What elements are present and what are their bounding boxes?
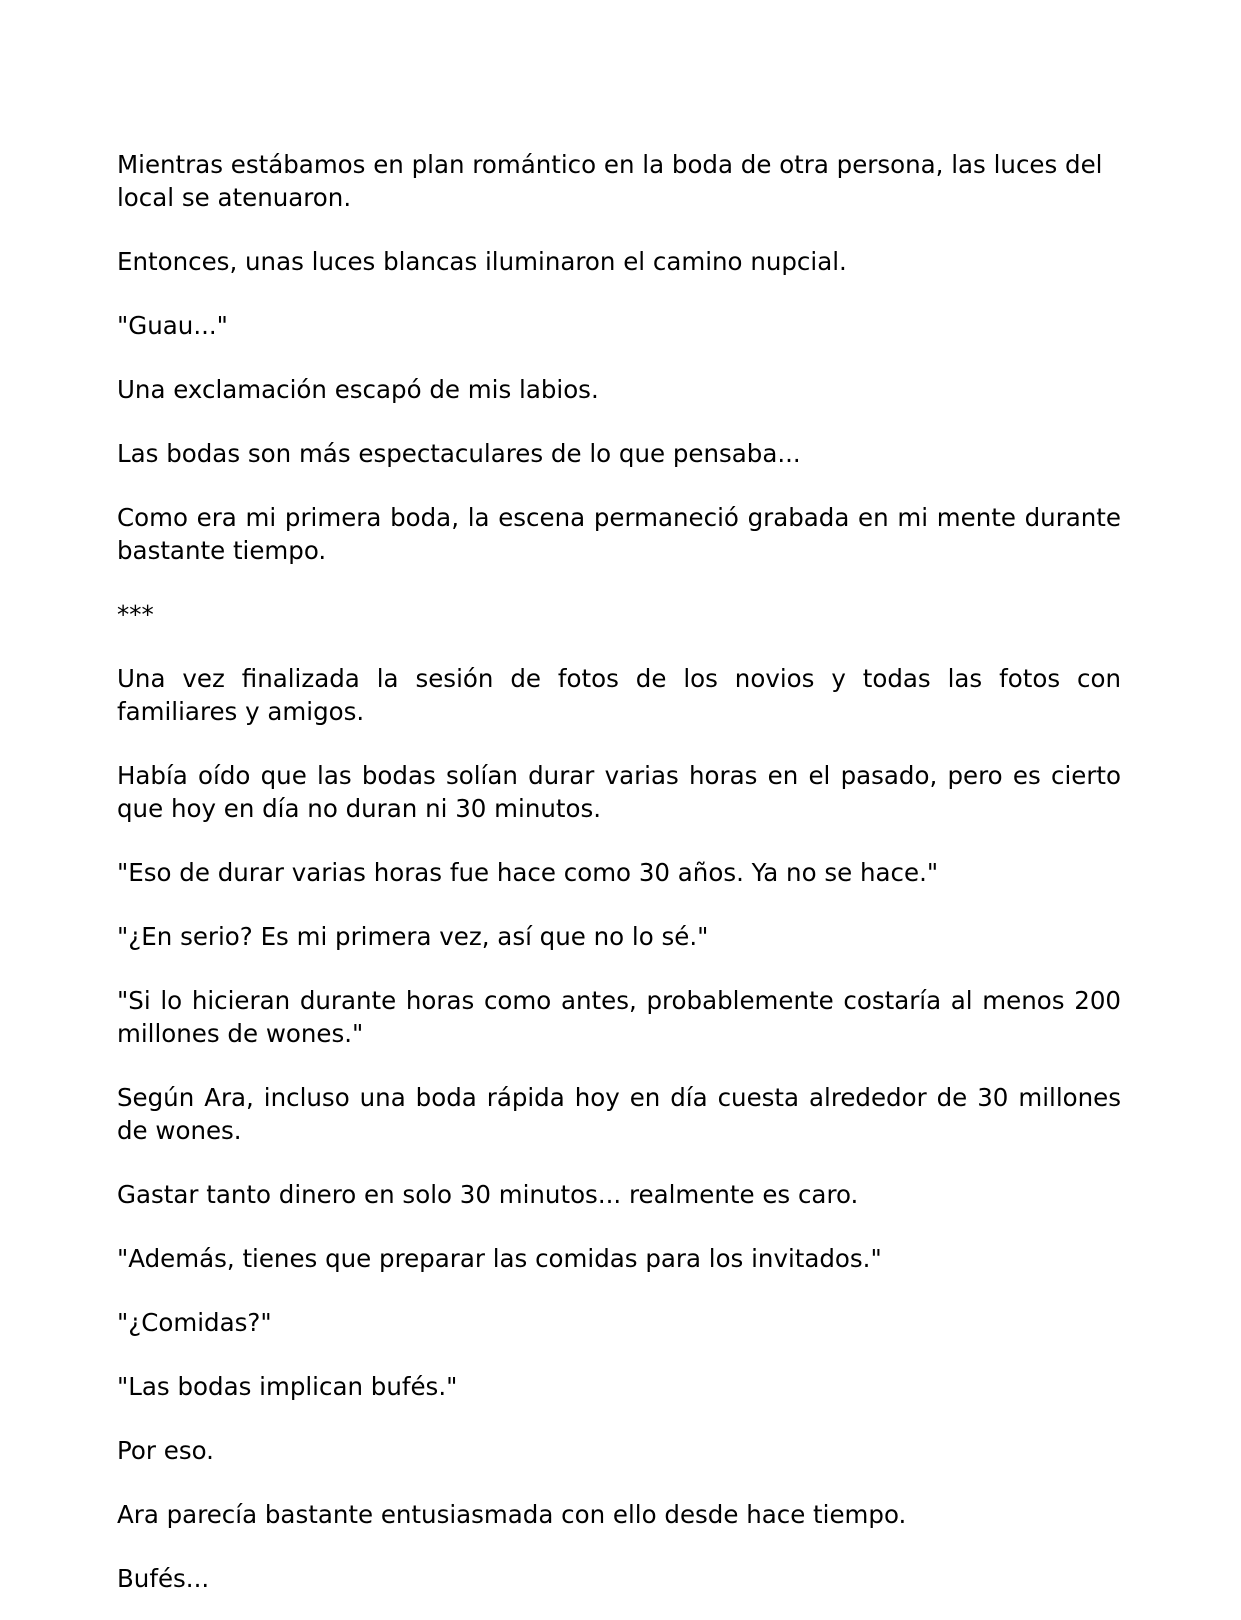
paragraph: Ara parecía bastante entusiasmada con ello desde hace tiempo. [117, 1500, 907, 1529]
paragraph: "¿Comidas?" [117, 1308, 272, 1337]
paragraph: Por eso. [117, 1436, 214, 1465]
paragraph: Una vez finalizada la sesión de fotos de los novios y todas las fotos con familiares y amigos. [117, 664, 1121, 726]
paragraph: Gastar tanto dinero en solo 30 minutos... realmente es caro. [117, 1180, 859, 1209]
paragraph: *** [117, 600, 154, 629]
paragraph: Las bodas son más espectaculares de lo que pensaba... [117, 439, 801, 468]
document-body [117, 148, 1121, 1620]
paragraph: Había oído que las bodas solían durar varias horas en el pasado, pero es cierto que hoy en día no duran ni 30 minutos. [117, 761, 1121, 823]
paragraph: Mientras estábamos en plan romántico en la boda de otra persona, las luces del local se atenuaron. [117, 150, 1103, 212]
paragraph: Una exclamación escapó de mis labios. [117, 375, 599, 404]
paragraph: Según Ara, incluso una boda rápida hoy en día cuesta alrededor de 30 millones de wones. [117, 1083, 1121, 1145]
paragraph: "Las bodas implican bufés." [117, 1372, 458, 1401]
paragraph: Como era mi primera boda, la escena permaneció grabada en mi mente durante bastante tiempo. [117, 503, 1121, 565]
paragraph: "Eso de durar varias horas fue hace como 30 años. Ya no se hace." [117, 858, 939, 887]
paragraph: "Si lo hicieran durante horas como antes, probablemente costaría al menos 200 millones de wones." [117, 986, 1121, 1048]
paragraph: "Además, tienes que preparar las comidas para los invitados." [117, 1244, 882, 1273]
paragraph: Bufés... [117, 1564, 210, 1593]
paragraph: "Guau..." [117, 311, 228, 340]
paragraph: Entonces, unas luces blancas iluminaron el camino nupcial. [117, 247, 847, 276]
paragraph: "¿En serio? Es mi primera vez, así que no lo sé." [117, 922, 709, 951]
